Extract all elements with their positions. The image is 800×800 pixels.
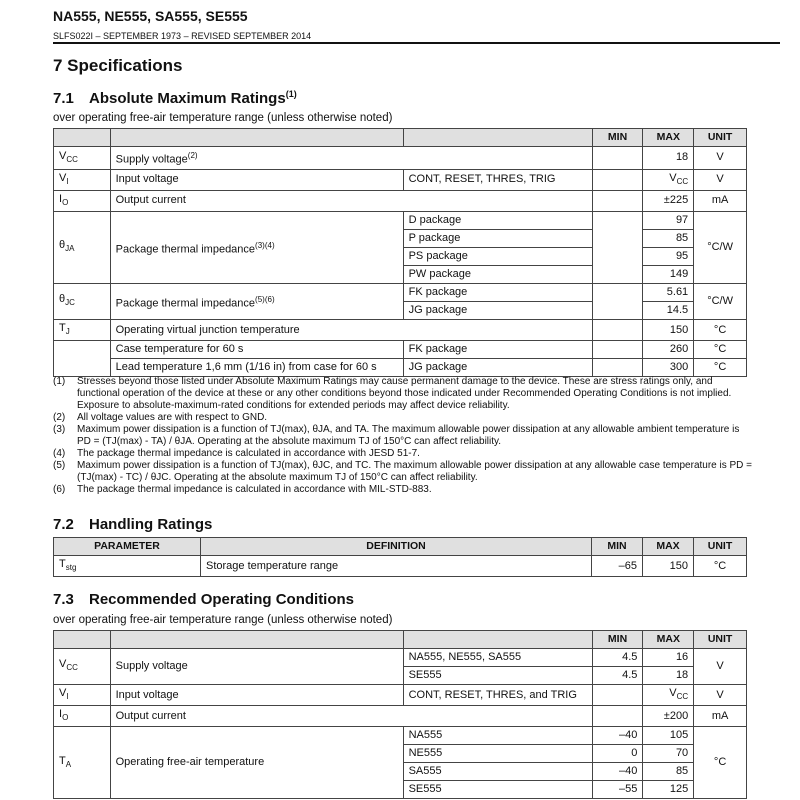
section-7-3-heading [53, 591, 354, 608]
parameter: Output current [110, 190, 592, 211]
condition: FK package [403, 341, 592, 359]
table-row [54, 727, 747, 745]
symbol: $V_{CC}$ [54, 147, 111, 170]
max-value: 85 [643, 230, 694, 248]
condition: JG package [403, 359, 592, 377]
table-row [54, 685, 747, 706]
condition: SE555 [403, 667, 592, 685]
symbol: $V_I$ [54, 169, 111, 190]
max-value: $V_{CC}$ [643, 685, 694, 706]
col-max: MAX [643, 538, 694, 556]
footnote: (2) All voltage values are with respect to GND. [53, 412, 268, 423]
table-row [54, 649, 747, 667]
definition: Storage temperature range [201, 556, 592, 577]
max-value: 125 [643, 781, 694, 799]
section-number: 7.2 [53, 516, 74, 533]
footnotes [53, 376, 753, 496]
max-value: 150 [643, 320, 694, 341]
unit: V [694, 649, 747, 685]
table-row [54, 320, 747, 341]
table-row [54, 284, 747, 302]
min-value: –55 [592, 781, 643, 799]
parameter: Lead temperature 1,6 mm (1/16 in) from case for 60 s [110, 359, 403, 377]
min-value: 4.5 [592, 649, 643, 667]
min-value: 0 [592, 745, 643, 763]
table-row [54, 212, 747, 230]
min-value: –65 [592, 556, 643, 577]
col-max: MAX [643, 631, 694, 649]
col-min: MIN [592, 631, 643, 649]
section-title: Absolute Maximum Ratings [89, 90, 286, 107]
col-definition: DEFINITION [201, 538, 592, 556]
symbol: $\theta_{JC}$ [54, 284, 111, 320]
section-number: 7.3 [53, 591, 74, 608]
max-value: 95 [643, 248, 694, 266]
max-value: 14.5 [643, 302, 694, 320]
max-value: 5.61 [643, 284, 694, 302]
max-value: 105 [643, 727, 694, 745]
parameter: Package thermal impedance$^{(5)(6)}$ [110, 284, 403, 320]
table-row [54, 190, 747, 211]
col-unit: UNIT [694, 538, 747, 556]
table-row [54, 556, 747, 577]
condition: NA555 [403, 727, 592, 745]
min-value: 4.5 [592, 667, 643, 685]
unit: °C [694, 320, 747, 341]
symbol: $I_O$ [54, 706, 111, 727]
symbol: $I_O$ [54, 190, 111, 211]
footnote: (5) Maximum power dissipation is a function of TJ(max), θJC, and TC. The maximum allowable power dissipation at any allowable case temperature is PD = (TJ(max) - TC) / θJC. Operating at the absolute maximum TJ of 150°C can affect reliability. [53, 460, 753, 483]
max-value: 300 [643, 359, 694, 377]
unit: °C/W [694, 212, 747, 284]
parameter: Input voltage [110, 169, 403, 190]
unit: °C [694, 359, 747, 377]
unit: V [694, 169, 747, 190]
condition: D package [403, 212, 592, 230]
section-number: 7.1 [53, 90, 74, 107]
max-value: 18 [643, 147, 694, 170]
max-value: $V_{CC}$ [643, 169, 694, 190]
max-value: ±225 [643, 190, 694, 211]
min-value: –40 [592, 727, 643, 745]
table-header-row [54, 129, 747, 147]
condition: P package [403, 230, 592, 248]
table-header-row [54, 631, 747, 649]
max-value: 149 [643, 266, 694, 284]
symbol: $T_{stg}$ [54, 556, 201, 577]
max-value: 97 [643, 212, 694, 230]
parameter: Package thermal impedance$^{(3)(4)}$ [110, 212, 403, 284]
table-row [54, 359, 747, 377]
parameter: Operating virtual junction temperature [110, 320, 592, 341]
condition: PS package [403, 248, 592, 266]
document-revision: SLFS022I – SEPTEMBER 1973 – REVISED SEPTEMBER 2014 [53, 31, 312, 41]
max-value: 16 [643, 649, 694, 667]
symbol: $T_A$ [54, 727, 111, 799]
footnote: (6) The package thermal impedance is calculated in accordance with MIL-STD-883. [53, 484, 432, 495]
handling-ratings-table [53, 537, 747, 577]
footnote: (4) The package thermal impedance is calculated in accordance with JESD 51-7. [53, 448, 420, 459]
symbol: $V_I$ [54, 685, 111, 706]
section-title: Recommended Operating Conditions [89, 591, 355, 608]
footnote-ref: (1) [285, 89, 297, 99]
unit: °C [694, 556, 747, 577]
unit: °C [694, 341, 747, 359]
conditions-note: over operating free-air temperature range (unless otherwise noted) [53, 614, 393, 626]
col-min: MIN [592, 129, 643, 147]
col-parameter: PARAMETER [54, 538, 201, 556]
max-value: 150 [643, 556, 694, 577]
max-value: 70 [643, 745, 694, 763]
max-value: 260 [643, 341, 694, 359]
condition: PW package [403, 266, 592, 284]
condition: SE555 [403, 781, 592, 799]
footnote: (3) Maximum power dissipation is a function of TJ(max), θJA, and TA. The maximum allowable power dissipation at any allowable ambient temperature is PD = (TJ(max) - TA) / θJA. Operating at the absolute maximum TJ of 150°C can affect reliability. [53, 424, 740, 447]
col-unit: UNIT [694, 631, 747, 649]
unit: mA [694, 190, 747, 211]
max-value: ±200 [643, 706, 694, 727]
section-7-heading: 7 Specifications [53, 56, 183, 75]
parameter: Operating free-air temperature [110, 727, 403, 799]
max-value: 85 [643, 763, 694, 781]
absolute-maximum-ratings-table [53, 128, 747, 377]
symbol: $\theta_{JA}$ [54, 212, 111, 284]
unit: V [694, 685, 747, 706]
condition: NA555, NE555, SA555 [403, 649, 592, 667]
conditions-note: over operating free-air temperature range (unless otherwise noted) [53, 112, 393, 124]
footnote: (1) Stresses beyond those listed under Absolute Maximum Ratings may cause permanent damage to the device. These are stress ratings only, and functional operation of the device at these or any other conditions beyond those indicated under Recommended Operating Conditions is not implied. Exposure to absolute-maximum-rated conditions for extended periods may affect device reliability. [53, 376, 732, 411]
condition: JG package [403, 302, 592, 320]
parameter: Input voltage [110, 685, 403, 706]
symbol: $T_J$ [54, 320, 111, 341]
min-value: –40 [592, 763, 643, 781]
condition: FK package [403, 284, 592, 302]
table-row [54, 169, 747, 190]
symbol: $V_{CC}$ [54, 649, 111, 685]
col-min: MIN [592, 538, 643, 556]
table-row [54, 147, 747, 170]
unit: mA [694, 706, 747, 727]
table-row [54, 341, 747, 359]
parameter: Case temperature for 60 s [110, 341, 403, 359]
unit: °C [694, 727, 747, 799]
parameter: Supply voltage$^{(2)}$ [110, 147, 592, 170]
unit: °C/W [694, 284, 747, 320]
header-rule [53, 42, 780, 44]
condition: CONT, RESET, THRES, and TRIG [403, 685, 592, 706]
table-row [54, 706, 747, 727]
recommended-operating-conditions-table [53, 630, 747, 799]
max-value: 18 [643, 667, 694, 685]
col-max: MAX [643, 129, 694, 147]
condition: CONT, RESET, THRES, TRIG [403, 169, 592, 190]
section-7-1-heading [53, 89, 297, 107]
condition: SA555 [403, 763, 592, 781]
table-header-row [54, 538, 747, 556]
parameter: Supply voltage [110, 649, 403, 685]
condition: NE555 [403, 745, 592, 763]
document-title: NA555, NE555, SA555, SE555 [53, 8, 248, 24]
unit: V [694, 147, 747, 170]
section-7-2-heading [53, 516, 212, 533]
parameter: Output current [110, 706, 592, 727]
section-title: Handling Ratings [89, 516, 213, 533]
col-unit: UNIT [694, 129, 747, 147]
